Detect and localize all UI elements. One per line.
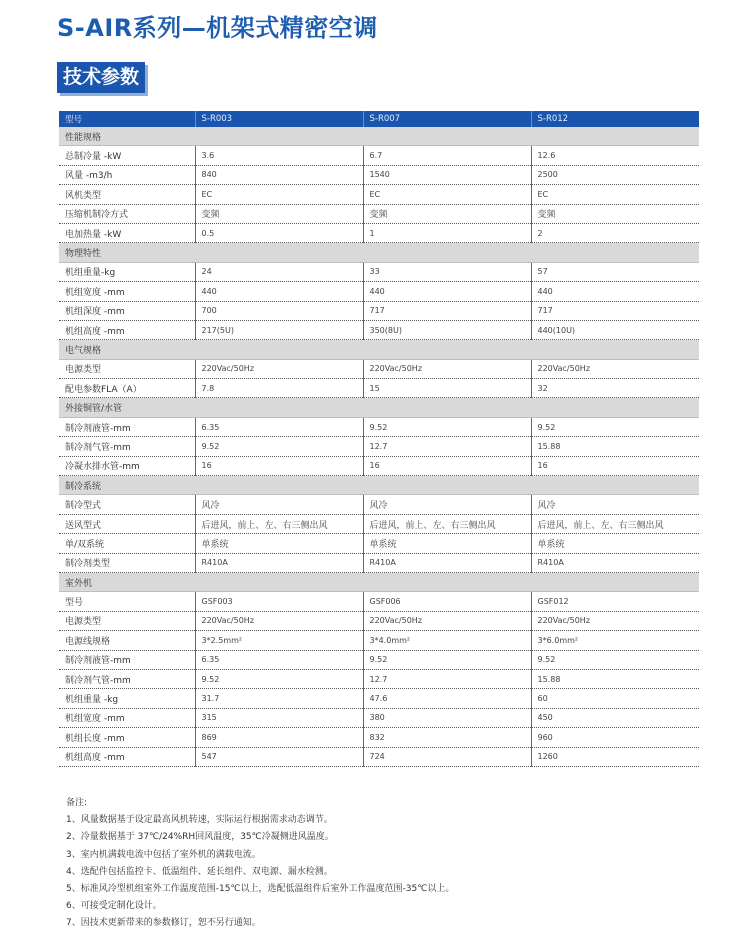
value-cell: 变频 (531, 204, 699, 223)
row-label: 制冷剂液管-mm (59, 417, 195, 436)
value-cell: 700 (195, 301, 363, 320)
group-title: 制冷系统 (59, 476, 699, 495)
note-line: 4、选配件包括监控卡、低温组件、延长组件、双电源、漏水检测。 (66, 866, 333, 877)
group-row (59, 476, 699, 495)
value-cell: 6.7 (363, 146, 531, 165)
value-cell: 1 (363, 223, 531, 242)
row-label: 机组重量-kg (59, 262, 195, 281)
group-row (59, 398, 699, 417)
value-cell: 33 (363, 262, 531, 281)
value-cell: 16 (363, 456, 531, 475)
table-header-row (59, 111, 699, 127)
value-cell: 220Vac/50Hz (363, 359, 531, 378)
table-row (59, 359, 699, 378)
value-cell: 220Vac/50Hz (363, 611, 531, 630)
value-cell: 3*2.5mm² (195, 631, 363, 650)
value-cell: 9.52 (363, 650, 531, 669)
row-label: 制冷剂气管-mm (59, 669, 195, 688)
table-row (59, 708, 699, 727)
table-row (59, 437, 699, 456)
table-row (59, 165, 699, 184)
value-cell: 2 (531, 223, 699, 242)
row-label: 制冷剂液管-mm (59, 650, 195, 669)
table-row (59, 262, 699, 281)
row-label: 机组高度 -mm (59, 320, 195, 339)
row-label: 机组重量 -kg (59, 689, 195, 708)
table-row (59, 728, 699, 747)
row-label: 风量 -m3/h (59, 165, 195, 184)
table-row (59, 495, 699, 514)
table-row (59, 611, 699, 630)
value-cell: 6.35 (195, 417, 363, 436)
table-row (59, 301, 699, 320)
group-title: 电气规格 (59, 340, 699, 359)
value-cell: 32 (531, 379, 699, 398)
row-label: 型号 (59, 592, 195, 611)
section-title: 技术参数 (57, 62, 145, 93)
value-cell: 960 (531, 728, 699, 747)
row-label: 机组长度 -mm (59, 728, 195, 747)
row-label: 电源线规格 (59, 631, 195, 650)
row-label: 机组宽度 -mm (59, 708, 195, 727)
group-title: 室外机 (59, 572, 699, 591)
row-label: 送风型式 (59, 514, 195, 533)
note-line: 7、因技术更新带来的参数修订，恕不另行通知。 (66, 918, 261, 929)
value-cell: 单系统 (195, 534, 363, 553)
row-label: 机组宽度 -mm (59, 282, 195, 301)
row-label: 风机类型 (59, 185, 195, 204)
value-cell: GSF006 (363, 592, 531, 611)
value-cell: 3.6 (195, 146, 363, 165)
row-label: 电加热量 -kW (59, 223, 195, 242)
table-row (59, 553, 699, 572)
value-cell: 变频 (195, 204, 363, 223)
value-cell: 6.35 (195, 650, 363, 669)
group-row (59, 127, 699, 146)
table-row (59, 631, 699, 650)
value-cell: R410A (363, 553, 531, 572)
table-row (59, 417, 699, 436)
value-cell: 440 (531, 282, 699, 301)
value-cell: EC (195, 185, 363, 204)
table-row (59, 456, 699, 475)
table-row (59, 669, 699, 688)
value-cell: 3*4.0mm² (363, 631, 531, 650)
value-cell: 12.7 (363, 437, 531, 456)
value-cell: R410A (195, 553, 363, 572)
group-row (59, 572, 699, 591)
value-cell: EC (363, 185, 531, 204)
row-label: 制冷型式 (59, 495, 195, 514)
value-cell: 717 (363, 301, 531, 320)
value-cell: 220Vac/50Hz (195, 359, 363, 378)
value-cell: 547 (195, 747, 363, 766)
value-cell: 220Vac/50Hz (195, 611, 363, 630)
value-cell: 16 (195, 456, 363, 475)
row-label: 总制冷量 -kW (59, 146, 195, 165)
row-label: 机组深度 -mm (59, 301, 195, 320)
row-label: 电源类型 (59, 359, 195, 378)
table-row (59, 223, 699, 242)
notes (66, 795, 454, 933)
value-cell: 单系统 (363, 534, 531, 553)
row-label: 制冷剂气管-mm (59, 437, 195, 456)
spec-table (59, 111, 699, 767)
value-cell: 869 (195, 728, 363, 747)
table-row (59, 534, 699, 553)
table-row (59, 204, 699, 223)
value-cell: 风冷 (363, 495, 531, 514)
table-row (59, 592, 699, 611)
note-line: 3、室内机满载电流中包括了室外机的满载电流。 (66, 849, 261, 860)
value-cell: 440 (195, 282, 363, 301)
value-cell: 380 (363, 708, 531, 727)
value-cell: 57 (531, 262, 699, 281)
row-label: 机组高度 -mm (59, 747, 195, 766)
value-cell: 24 (195, 262, 363, 281)
value-cell: 2500 (531, 165, 699, 184)
value-cell: 12.6 (531, 146, 699, 165)
value-cell: 220Vac/50Hz (531, 359, 699, 378)
value-cell: 3*6.0mm² (531, 631, 699, 650)
value-cell: 9.52 (195, 669, 363, 688)
table-row (59, 146, 699, 165)
value-cell: 9.52 (363, 417, 531, 436)
value-cell: 840 (195, 165, 363, 184)
group-row (59, 340, 699, 359)
value-cell: 9.52 (195, 437, 363, 456)
value-cell: 1260 (531, 747, 699, 766)
value-cell: 47.6 (363, 689, 531, 708)
value-cell: 217(5U) (195, 320, 363, 339)
value-cell: 变频 (363, 204, 531, 223)
table-row (59, 379, 699, 398)
value-cell: GSF012 (531, 592, 699, 611)
value-cell: 后进风，前上、左、右三侧出风 (363, 514, 531, 533)
row-label: 压缩机制冷方式 (59, 204, 195, 223)
value-cell: 15 (363, 379, 531, 398)
value-cell: 717 (531, 301, 699, 320)
note-line: 5、标准风冷型机组室外工作温度范围-15℃以上，选配低温组件后室外工作温度范围-35℃以上。 (66, 884, 455, 895)
value-cell: 440 (363, 282, 531, 301)
value-cell: 15.88 (531, 437, 699, 456)
value-cell: 单系统 (531, 534, 699, 553)
notes-title: 备注: (66, 798, 88, 808)
value-cell: 16 (531, 456, 699, 475)
table-row (59, 514, 699, 533)
group-title: 外接铜管/水管 (59, 398, 699, 417)
table-row (59, 320, 699, 339)
value-cell: 15.88 (531, 669, 699, 688)
table-row (59, 282, 699, 301)
value-cell: EC (531, 185, 699, 204)
table-row (59, 650, 699, 669)
value-cell: 9.52 (531, 417, 699, 436)
group-title: 物理特性 (59, 243, 699, 262)
value-cell: 1540 (363, 165, 531, 184)
value-cell: 0.5 (195, 223, 363, 242)
row-label: 单/双系统 (59, 534, 195, 553)
row-label: 冷凝水排水管-mm (59, 456, 195, 475)
value-cell: 7.8 (195, 379, 363, 398)
group-row (59, 243, 699, 262)
value-cell: R410A (531, 553, 699, 572)
value-cell: 后进风，前上、左、右三侧出风 (531, 514, 699, 533)
note-line: 6、可接受定制化设计。 (66, 901, 162, 912)
note-line: 1、风量数据基于设定最高风机转速，实际运行根据需求动态调节。 (66, 815, 333, 826)
value-cell: 832 (363, 728, 531, 747)
value-cell: 后进风，前上、左、右三侧出风 (195, 514, 363, 533)
page-title: S-AIR系列—机架式精密空调 (57, 14, 378, 42)
table-row (59, 185, 699, 204)
header-model-cell: S-R003 (195, 111, 363, 127)
value-cell: 220Vac/50Hz (531, 611, 699, 630)
value-cell: 724 (363, 747, 531, 766)
value-cell: 350(8U) (363, 320, 531, 339)
table-row (59, 689, 699, 708)
header-model-cell: S-R007 (363, 111, 531, 127)
value-cell: 风冷 (195, 495, 363, 514)
group-title: 性能规格 (59, 127, 699, 146)
value-cell: 风冷 (531, 495, 699, 514)
value-cell: 60 (531, 689, 699, 708)
header-model-cell: S-R012 (531, 111, 699, 127)
value-cell: 31.7 (195, 689, 363, 708)
note-line: 2、冷量数据基于 37℃/24%RH回风温度，35℃冷凝侧进风温度。 (66, 832, 334, 843)
row-label: 配电参数FLA（A） (59, 379, 195, 398)
value-cell: 9.52 (531, 650, 699, 669)
table-row (59, 747, 699, 766)
value-cell: 315 (195, 708, 363, 727)
value-cell: 12.7 (363, 669, 531, 688)
row-label: 制冷剂类型 (59, 553, 195, 572)
header-label-cell: 型号 (59, 111, 195, 127)
value-cell: GSF003 (195, 592, 363, 611)
value-cell: 450 (531, 708, 699, 727)
value-cell: 440(10U) (531, 320, 699, 339)
row-label: 电源类型 (59, 611, 195, 630)
